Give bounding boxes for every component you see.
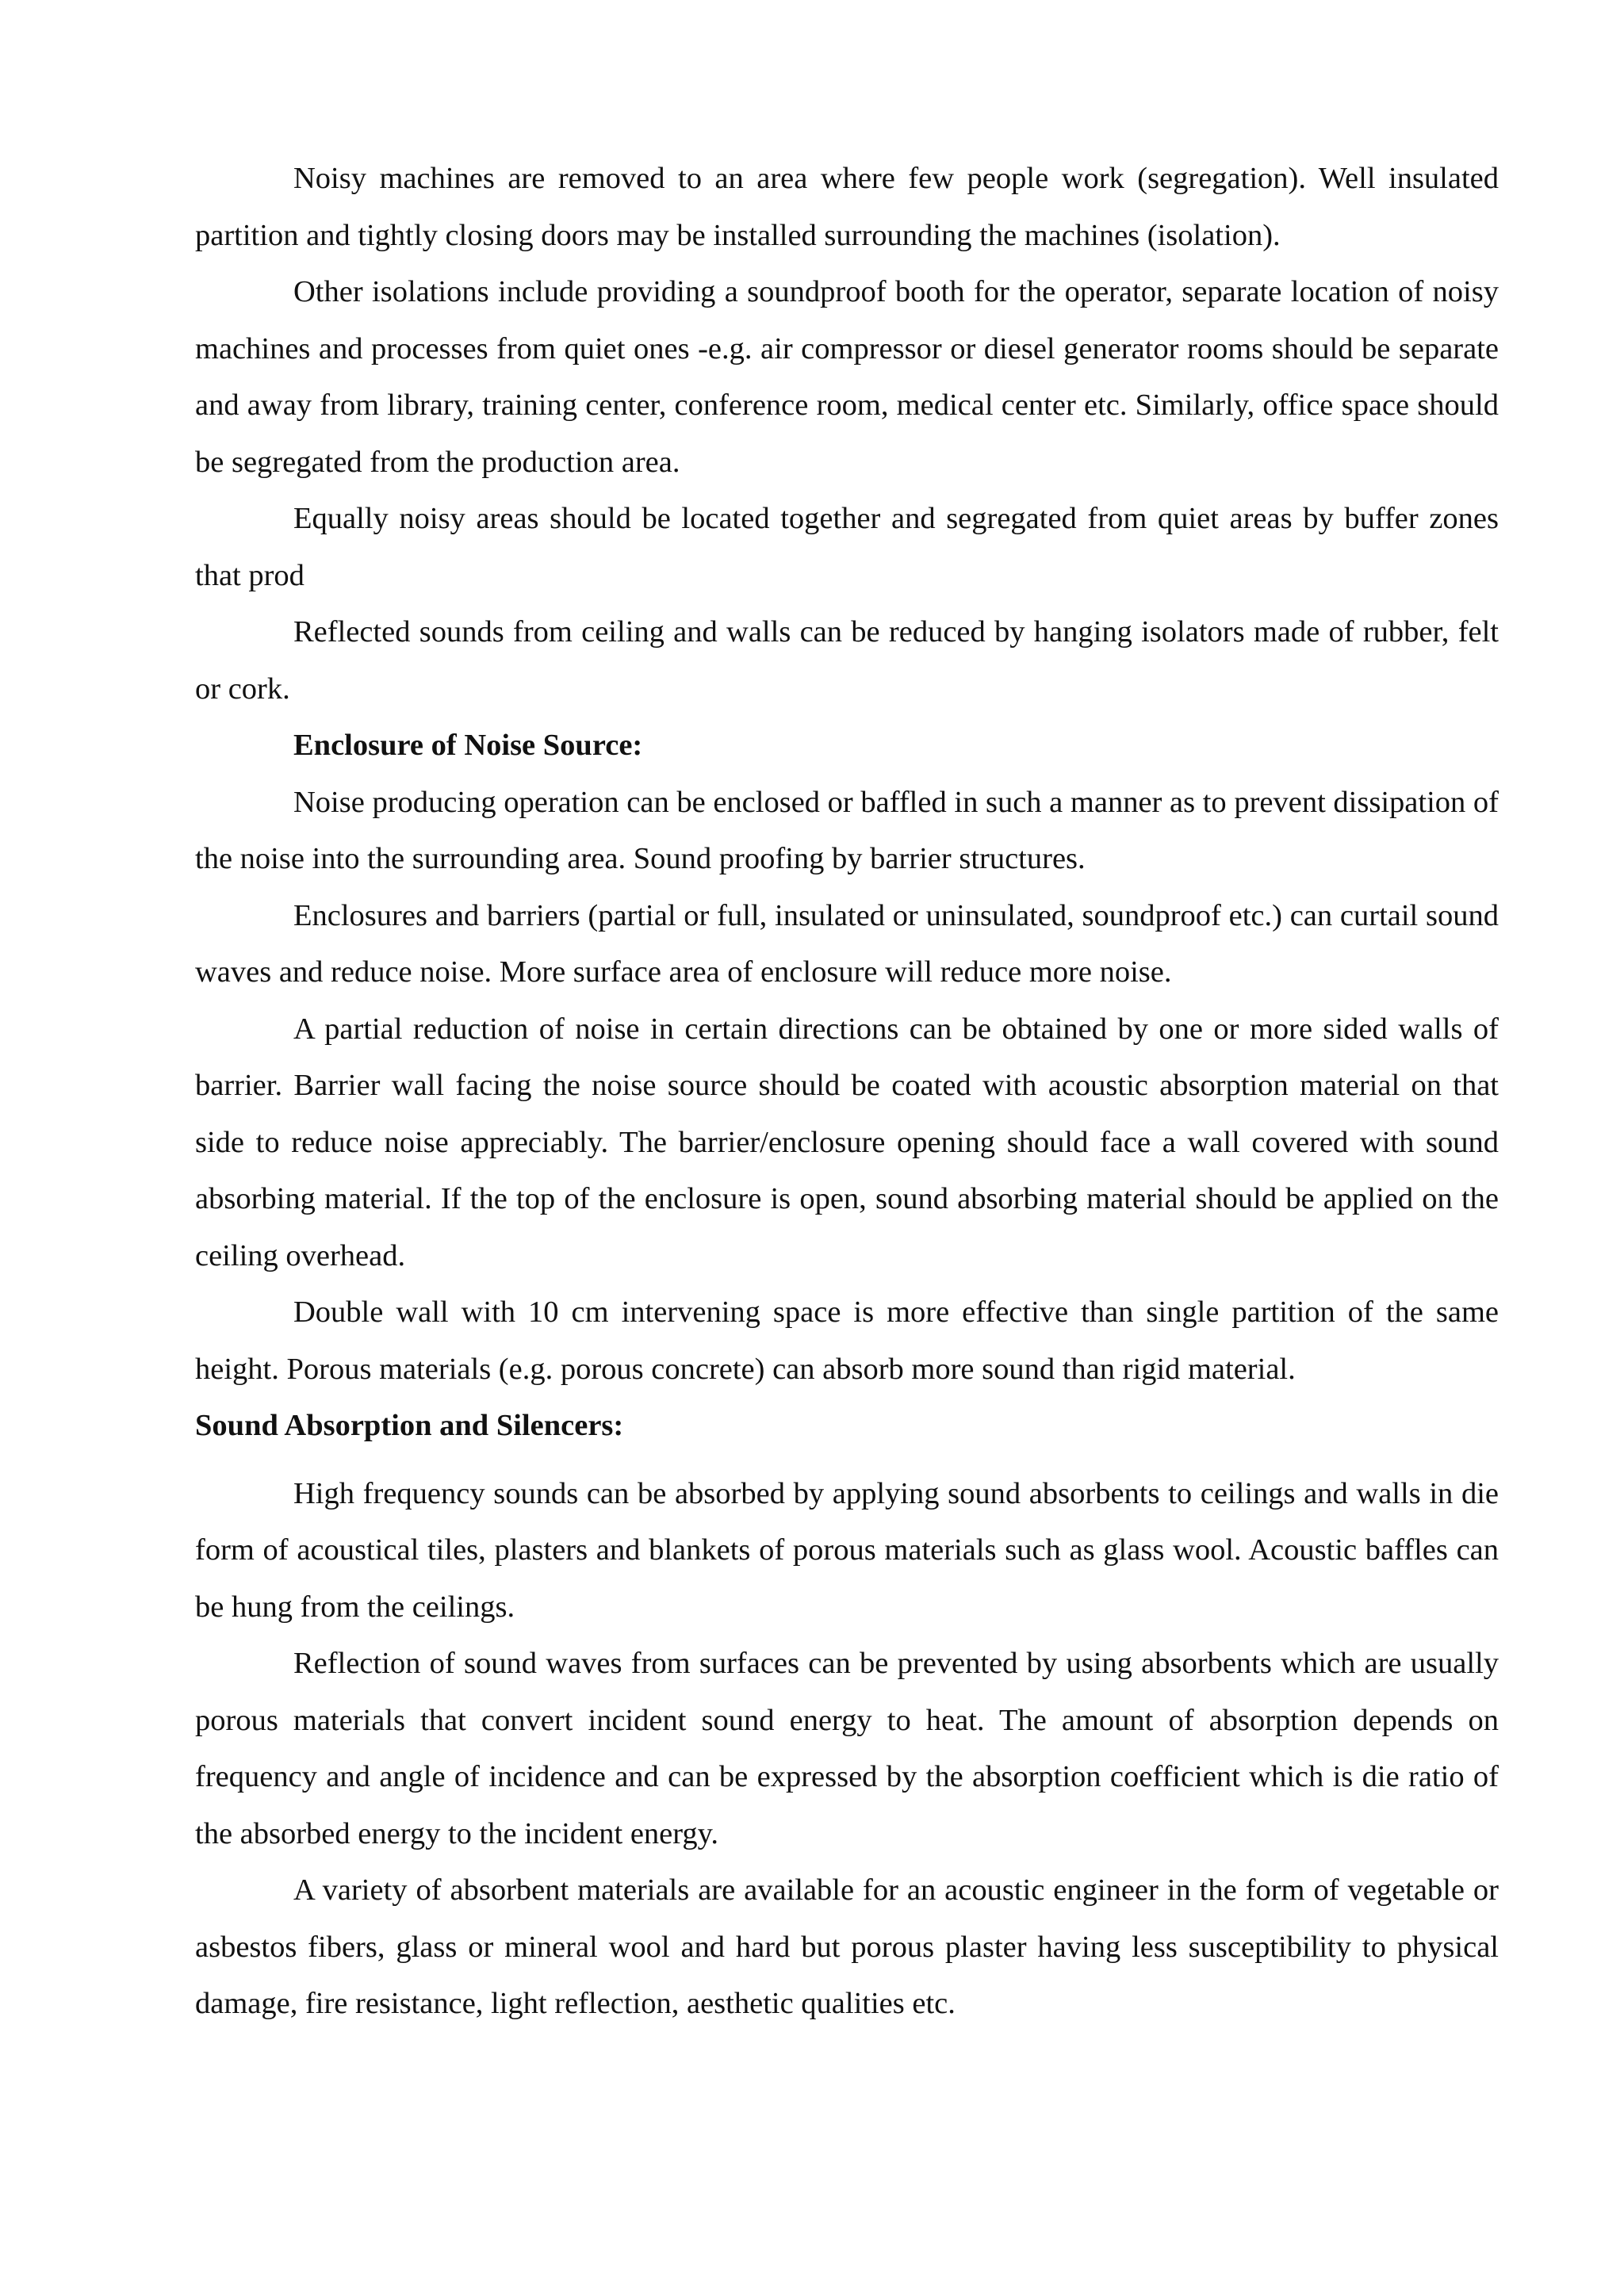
- paragraph-double-wall: Double wall with 10 cm intervening space is more effective than single partition of the same height. Porous materials (e.g. porous concrete) can absorb more sound than rigid material.: [195, 1295, 1499, 1386]
- paragraph-other-isolations: Other isolations include providing a soundproof booth for the operator, separate location of noisy machines and processes from quiet ones -e.g. air compressor or diesel generator rooms should be separate and away from library, training center, conference room, medical center etc. Similarly, office space should be segregated from the production area.: [195, 275, 1499, 479]
- document-page: [195, 151, 1499, 2033]
- heading-enclosure-of-noise-source: Enclosure of Noise Source:: [293, 729, 643, 762]
- paragraph-reflected-sounds: Reflected sounds from ceiling and walls can be reduced by hanging isolators made of rubber, felt or cork.: [195, 615, 1499, 706]
- paragraph-noise-producing-operation: Noise producing operation can be enclosed or baffled in such a manner as to prevent dissipation of the noise into the surrounding area. Sound proofing by barrier structures.: [195, 785, 1499, 875]
- paragraph-partial-reduction: A partial reduction of noise in certain directions can be obtained by one or more sided walls of barrier. Barrier wall facing the noise source should be coated with acoustic absorption material on that side to reduce noise appreciably. The barrier/enclosure opening should face a wall covered with sound absorbing material. If the top of the enclosure is open, sound absorbing material should be applied on the ceiling overhead.: [195, 1012, 1499, 1272]
- heading-sound-absorption-and-silencers: Sound Absorption and Silencers:: [195, 1409, 624, 1442]
- paragraph-segregation: Noisy machines are removed to an area where few people work (segregation). Well insulated partition and tightly closing doors may be installed surrounding the machines (isolation).: [195, 162, 1499, 252]
- paragraph-buffer-zones: Equally noisy areas should be located together and segregated from quiet areas by buffer zones that prod: [195, 502, 1499, 592]
- paragraph-absorbent-materials: A variety of absorbent materials are available for an acoustic engineer in the form of vegetable or asbestos fibers, glass or mineral wool and hard but porous plaster having less susceptibility to physical damage, fire resistance, light reflection, aesthetic qualities etc.: [195, 1873, 1499, 2020]
- paragraph-enclosures-and-barriers: Enclosures and barriers (partial or full, insulated or uninsulated, soundproof etc.) can curtail sound waves and reduce noise. More surface area of enclosure will reduce more noise.: [195, 898, 1499, 989]
- paragraph-high-frequency-sounds: High frequency sounds can be absorbed by applying sound absorbents to ceilings and walls in die form of acoustical tiles, plasters and blankets of porous materials such as glass wool. Acoustic baffles can be hung from the ceilings.: [195, 1476, 1499, 1624]
- paragraph-reflection-of-sound-waves: Reflection of sound waves from surfaces can be prevented by using absorbents which are usually porous materials that convert incident sound energy to heat. The amount of absorption depends on frequency and angle of incidence and can be expressed by the absorption coefficient which is die ratio of the absorbed energy to the incident energy.: [195, 1647, 1499, 1850]
